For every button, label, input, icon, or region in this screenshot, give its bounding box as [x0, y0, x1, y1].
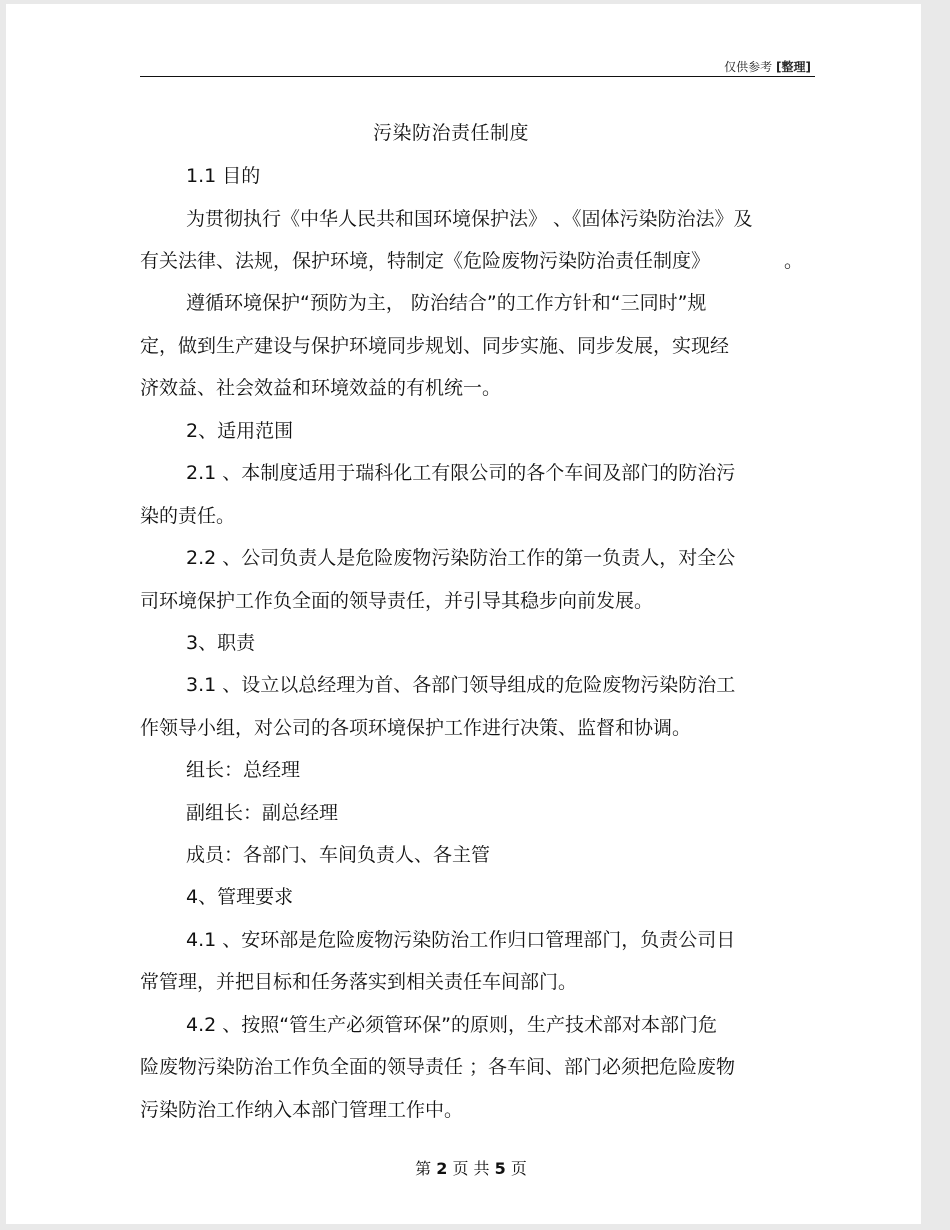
section-heading-duties: 3、职责 — [186, 632, 256, 654]
section-heading-scope: 2、适用范围 — [186, 420, 294, 442]
paragraph-line: 司环境保护工作负全面的领导责任，并引导其稳步向前发展。 — [140, 590, 654, 612]
document-page — [6, 4, 921, 1224]
section-heading-purpose: 1.1 目的 — [186, 165, 261, 187]
paragraph-line: 染的责任。 — [140, 505, 236, 527]
members-line: 成员：各部门、车间负责人、各主管 — [186, 844, 491, 866]
page-number: 2 — [436, 1159, 448, 1178]
paragraph-line: 2.2 、公司负责人是危险废物污染防治工作的第一负责人，对全公 — [186, 547, 736, 569]
page-total: 5 — [494, 1159, 506, 1178]
paragraph-line: 为贯彻执行《中华人民共和国环境保护法》 、《固体污染防治法》及 — [186, 208, 753, 230]
paragraph-line: 济效益、社会效益和环境效益的有机统一。 — [140, 377, 502, 399]
paragraph-line: 4.1 、安环部是危险废物污染防治工作归口管理部门，负责公司日 — [186, 929, 736, 951]
team-leader-line: 组长：总经理 — [186, 759, 301, 781]
paragraph-line: 常管理，并把目标和任务落实到相关责任车间部门。 — [140, 971, 578, 993]
deputy-leader-line: 副组长：副总经理 — [186, 802, 339, 824]
paragraph-line: 污染防治工作纳入本部门管理工作中。 — [140, 1099, 464, 1121]
footer-suffix: 页 — [510, 1159, 527, 1178]
paragraph-line: 遵循环境保护“预防为主， 防治结合”的工作方针和“三同时”规 — [186, 292, 707, 314]
page-footer — [6, 1156, 936, 1179]
paragraph-line: 2.1 、本制度适用于瑞科化工有限公司的各个车间及部门的防治污 — [186, 462, 736, 484]
header-note-tag: [整理] — [776, 60, 811, 74]
section-heading-management: 4、管理要求 — [186, 886, 294, 908]
paragraph-period: 。 — [784, 250, 804, 272]
paragraph-line: 定，做到生产建设与保护环境同步规划、同步实施、同步发展，实现经 — [140, 335, 730, 357]
document-title: 污染防治责任制度 — [372, 122, 529, 144]
header-divider — [140, 76, 815, 77]
footer-prefix: 第 — [415, 1159, 432, 1178]
paragraph-line: 有关法律、法规，保护环境，特制定《危险废物污染防治责任制度》 — [140, 250, 711, 272]
paragraph-line: 3.1 、设立以总经理为首、各部门领导组成的危险废物污染防治工 — [186, 674, 736, 696]
paragraph-line: 4.2 、按照“管生产必须管环保”的原则，生产技术部对本部门危 — [186, 1014, 717, 1036]
paragraph-line: 作领导小组，对公司的各项环境保护工作进行决策、监督和协调。 — [140, 717, 692, 739]
header-note — [724, 58, 811, 75]
footer-middle: 页 共 — [452, 1159, 490, 1178]
paragraph-line: 险废物污染防治工作负全面的领导责任 ；各车间、部门必须把危险废物 — [140, 1056, 736, 1078]
header-note-text: 仅供参考 — [724, 60, 773, 74]
